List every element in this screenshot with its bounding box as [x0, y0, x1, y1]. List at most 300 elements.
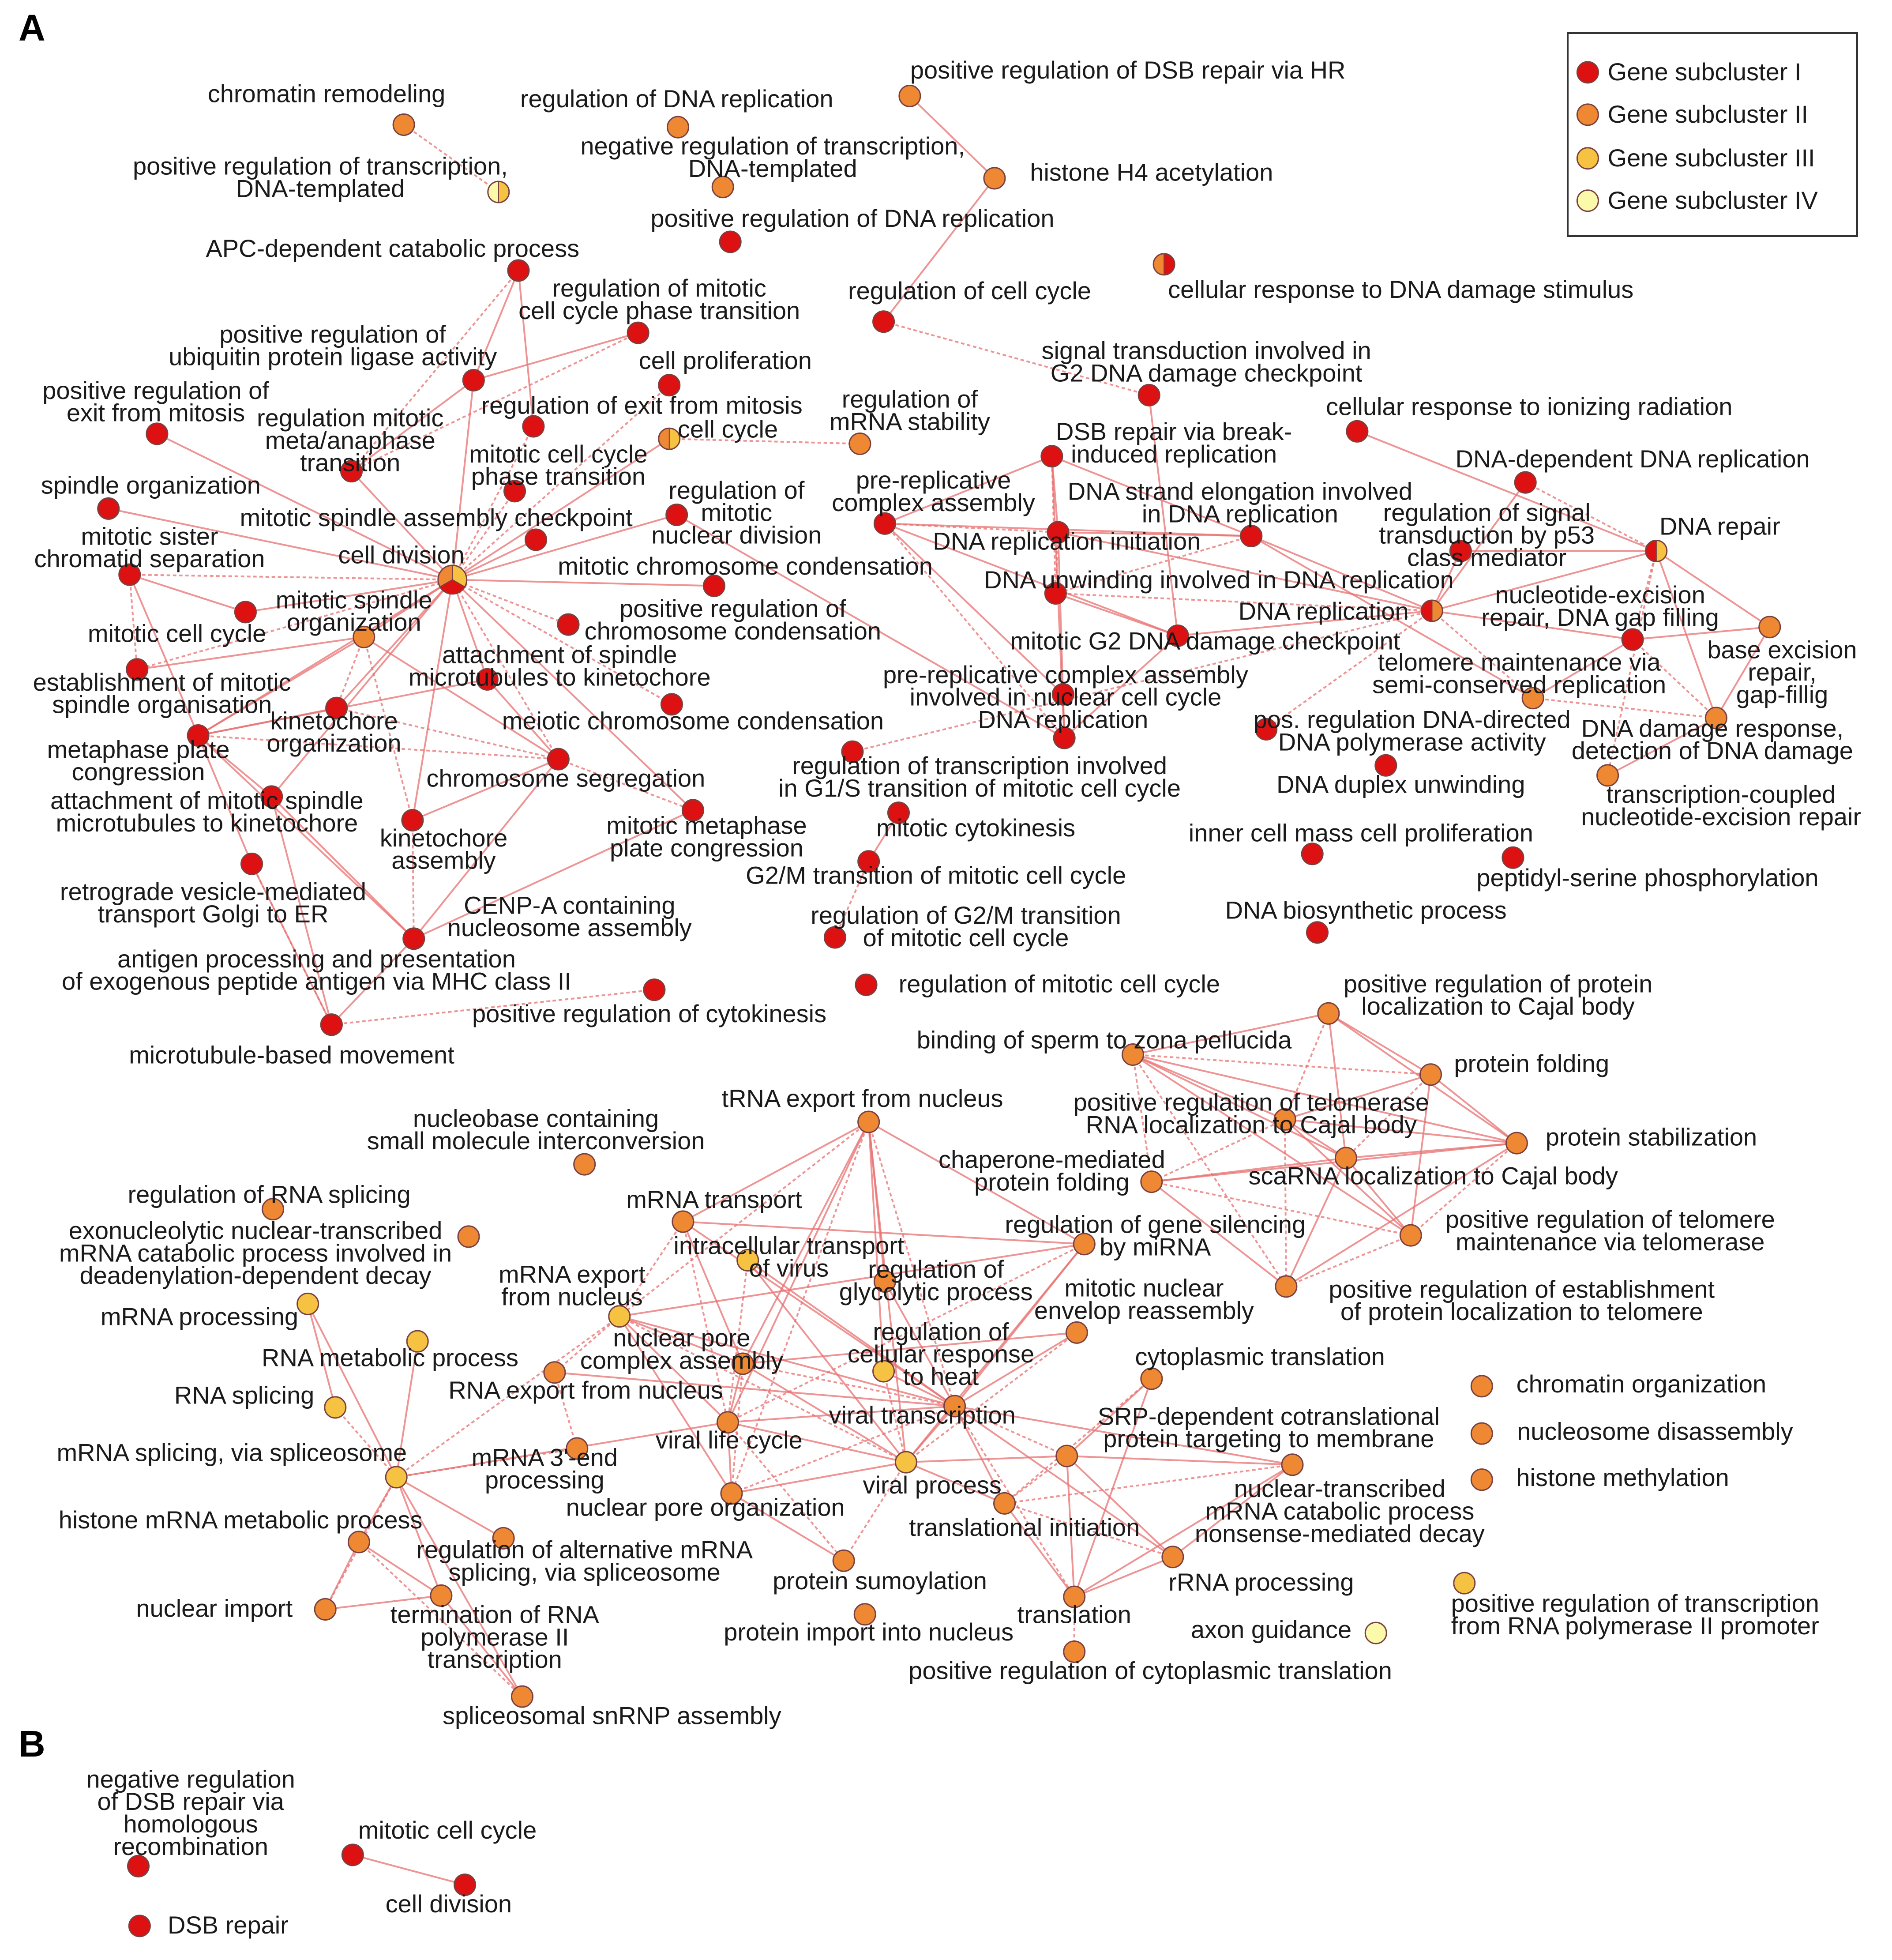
- node-label-line: RNA splicing: [174, 1381, 315, 1409]
- node-label-line: in G1/S transition of mitotic cell cycle: [778, 774, 1181, 802]
- node-label-line: regulation of exit from mitosis: [481, 391, 803, 419]
- node-label-line: regulation of RNA splicing: [128, 1180, 411, 1208]
- node-n98: [325, 1397, 346, 1418]
- node-label-line: complex assembly: [580, 1346, 784, 1374]
- node-label-line: mitotic G2 DNA damage checkpoint: [1010, 627, 1400, 655]
- node-label-line: chromosome condensation: [584, 617, 882, 645]
- node-n6: [984, 168, 1005, 189]
- label-layer: [33, 56, 1862, 1939]
- node-b4: [129, 1915, 150, 1937]
- node-label-line: DNA biosynthetic process: [1225, 896, 1507, 924]
- node-label-n100: [1098, 1402, 1440, 1452]
- node-label-n101: [1517, 1417, 1793, 1445]
- node-label-line: to heat: [903, 1362, 979, 1391]
- node-n74: [1420, 1064, 1442, 1085]
- node-n64: [241, 853, 263, 874]
- node-label-line: regulation of: [668, 476, 805, 504]
- legend-swatch: [1577, 104, 1598, 125]
- node-label-n76: [722, 1084, 1003, 1112]
- node-label-n66: [811, 901, 1121, 952]
- node-label-n34: [558, 552, 933, 580]
- node-label-line: regulation of: [841, 385, 978, 413]
- node-label-line: regulation of cell cycle: [848, 276, 1091, 305]
- node-label-n103: [1516, 1463, 1729, 1491]
- node-label-line: nucleotide-excision repair: [1581, 802, 1862, 831]
- node-label-line: regulation mitotic: [257, 403, 444, 432]
- node-label-line: microtubules to kinetochore: [408, 663, 711, 691]
- node-label-line: SRP-dependent cotranslational: [1097, 1402, 1440, 1430]
- node-label-line: detection of DNA damage: [1571, 737, 1853, 765]
- node-label-line: signal transduction involved in: [1041, 336, 1371, 365]
- node-label-line: DNA strand elongation involved: [1067, 477, 1413, 505]
- node-label-line: transcription-coupled: [1606, 780, 1836, 808]
- legend-swatch: [1577, 62, 1598, 83]
- node-label-n15: [42, 376, 269, 427]
- node-b2: [342, 1844, 363, 1866]
- node-label-line: regulation of gene silencing: [1005, 1210, 1306, 1238]
- node-label-line: mRNA processing: [100, 1302, 299, 1331]
- node-label-n24: [1456, 445, 1810, 473]
- node-label-line: chromatin organization: [1516, 1369, 1767, 1398]
- node-label-n27: [1068, 478, 1412, 528]
- node-label-line: kinetochore: [270, 707, 398, 735]
- node-label-line: protein import into nucleus: [724, 1618, 1014, 1646]
- node-label-line: congression: [71, 758, 205, 786]
- edge-n109-n114: [325, 1542, 359, 1610]
- node-label-n8: [206, 234, 579, 262]
- node-label-line: repair,: [1748, 658, 1817, 686]
- node-label-line: mitotic chromosome condensation: [558, 552, 933, 580]
- node-label-n28: [240, 504, 633, 531]
- node-label-n115: [390, 1600, 600, 1673]
- node-label-n14: [1042, 336, 1371, 387]
- node-label-line: protein folding: [974, 1168, 1130, 1196]
- node-label-n65: [447, 891, 692, 941]
- edge-n9-n12: [473, 333, 638, 380]
- node-label-line: G2/M transition of mitotic cell cycle: [746, 861, 1126, 889]
- node-label-n88: [1034, 1274, 1254, 1324]
- node-label-line: histone methylation: [1516, 1463, 1729, 1491]
- node-label-n19: [830, 385, 990, 436]
- node-label-line: deadenylation-dependent decay: [79, 1261, 432, 1290]
- legend-swatch: [1577, 190, 1598, 211]
- node-label-n68: [62, 945, 571, 995]
- node-label-n121: [443, 1701, 781, 1729]
- node-label-n22: [41, 471, 261, 499]
- node-label-n118: [1191, 1615, 1351, 1643]
- node-label-line: base excision: [1707, 636, 1857, 664]
- node-label-n59: [606, 812, 807, 862]
- node-label-line: recombination: [113, 1832, 269, 1860]
- node-n78: [1506, 1132, 1527, 1154]
- node-label-line: positive regulation of: [219, 320, 446, 348]
- node-label-line: antigen processing and presentation: [117, 944, 516, 973]
- node-label-n109: [59, 1506, 423, 1534]
- node-label-line: transcription: [427, 1645, 562, 1674]
- node-n30: [1646, 540, 1667, 561]
- node-label-line: mitotic cell cycle: [358, 1816, 537, 1844]
- node-label-n113: [1168, 1568, 1354, 1596]
- node-label-n72: [129, 1041, 454, 1068]
- node-label-line: microtubules to kinetochore: [56, 809, 358, 837]
- edge-n106-n100: [906, 1456, 1066, 1462]
- node-label-n42: [1707, 636, 1857, 708]
- node-label-b1: [86, 1765, 295, 1860]
- node-label-line: DNA-templated: [236, 174, 405, 203]
- node-label-n41: [1010, 627, 1400, 655]
- node-n67: [1306, 922, 1328, 943]
- node-label-line: mitotic cell cycle: [469, 440, 648, 468]
- node-label-line: termination of RNA: [390, 1600, 599, 1629]
- node-label-n49: [978, 706, 1148, 734]
- node-n28: [526, 529, 547, 550]
- node-label-line: nuclear pore organization: [566, 1493, 845, 1521]
- node-label-line: mRNA splicing, via spliceosome: [56, 1438, 407, 1467]
- node-label-n81: [128, 1181, 410, 1208]
- node-label-line: pre-replicative complex assembly: [883, 660, 1248, 688]
- node-label-line: positive regulation of: [42, 376, 269, 404]
- node-label-n40: [88, 620, 267, 647]
- node-label-n11: [1168, 275, 1633, 303]
- node-label-line: nucleotide-excision: [1495, 581, 1705, 609]
- node-n88: [1066, 1322, 1087, 1343]
- node-label-line: transduction by p53: [1379, 521, 1595, 549]
- node-label-line: localization to Cajal body: [1361, 992, 1635, 1020]
- node-label-line: histone H4 acetylation: [1030, 158, 1273, 186]
- node-label-n48: [502, 707, 884, 734]
- node-label-n63: [1476, 864, 1818, 892]
- node-label-n89: [1329, 1275, 1715, 1325]
- node-label-line: of exogenous peptide antigen via MHC class II: [61, 967, 571, 995]
- node-label-n114: [136, 1594, 293, 1622]
- node-label-line: cytoplasmic translation: [1135, 1342, 1385, 1370]
- node-label-n16: [257, 404, 443, 477]
- node-label-line: scaRNA localization to Cajal body: [1248, 1162, 1618, 1190]
- node-label-n73: [917, 1026, 1292, 1053]
- node-label-n93: [848, 1317, 1034, 1390]
- node-label-line: retrograde vesicle-mediated: [60, 877, 367, 906]
- node-label-n75: [1074, 1088, 1429, 1139]
- legend-item: [1577, 100, 1808, 128]
- node-label-n82: [626, 1185, 802, 1213]
- node-label-line: meta/anaphase: [265, 426, 435, 454]
- node-label-line: APC-dependent catabolic process: [206, 234, 580, 262]
- node-label-b2: [358, 1816, 537, 1844]
- node-label-line: regulation of signal: [1383, 498, 1591, 527]
- node-n36: [1622, 629, 1643, 650]
- edge-n73-n84: [1133, 1055, 1411, 1236]
- node-label-n12: [169, 320, 497, 371]
- node-label-n39: [1239, 597, 1409, 625]
- node-label-line: chaperone-mediated: [938, 1145, 1165, 1174]
- node-label-n61: [1189, 819, 1533, 847]
- node-label-line: mitotic metaphase: [606, 811, 807, 839]
- node-label-n46: [883, 661, 1248, 711]
- node-label-n38: [585, 594, 881, 645]
- edge-b2-b3: [353, 1855, 465, 1885]
- node-label-line: positive regulation of cytokinesis: [472, 1000, 827, 1028]
- node-label-n18: [678, 415, 778, 443]
- node-label-line: of mitotic cell cycle: [863, 923, 1069, 952]
- node-label-line: mitotic nuclear: [1064, 1274, 1224, 1302]
- node-label-line: repair, DNA gap filling: [1481, 603, 1719, 631]
- node-label-n31: [34, 522, 265, 572]
- node-label-n80: [1249, 1162, 1618, 1189]
- node-label-line: negative regulation of transcription,: [580, 132, 965, 160]
- node-label-line: complex assembly: [832, 489, 1035, 517]
- node-label-line: cell division: [385, 1889, 512, 1918]
- node-label-line: mitotic cell cycle: [87, 619, 267, 647]
- node-label-line: nuclear import: [136, 1594, 293, 1622]
- legend: [1568, 33, 1857, 236]
- node-n20: [1347, 421, 1368, 442]
- node-label-line: involved in nuclear cell cycle: [909, 683, 1222, 711]
- node-label-line: transport Golgi to ER: [98, 900, 329, 928]
- node-n39: [1421, 600, 1442, 621]
- node-label-n67: [1225, 896, 1507, 924]
- node-label-line: meiotic chromosome condensation: [502, 707, 884, 735]
- node-label-line: rRNA processing: [1168, 1568, 1354, 1596]
- node-label-n104: [57, 1438, 407, 1466]
- edge-n70-n74: [1329, 1013, 1431, 1074]
- node-label-line: translation: [1017, 1600, 1131, 1629]
- node-n3: [899, 85, 920, 106]
- node-label-line: regulation of mitotic: [552, 274, 766, 302]
- legend-label: Gene subcluster III: [1607, 144, 1815, 172]
- node-label-n111: [416, 1536, 753, 1586]
- node-label-line: positive regulation of telomerase: [1073, 1088, 1429, 1116]
- node-label-n56: [1581, 780, 1861, 831]
- node-label-line: splicing, via spliceosome: [448, 1558, 721, 1586]
- node-label-line: regulation of alternative mRNA: [416, 1535, 753, 1564]
- node-label-line: glycolytic process: [839, 1277, 1033, 1305]
- node-label-n105: [472, 1444, 618, 1494]
- node-n24: [1515, 472, 1536, 493]
- node-label-line: organization: [286, 608, 421, 636]
- node-label-line: mRNA export: [498, 1260, 646, 1288]
- node-label-n87: [839, 1255, 1033, 1305]
- node-label-n79: [938, 1146, 1165, 1196]
- node-label-line: gap-fillig: [1736, 681, 1828, 709]
- node-label-line: pos. regulation DNA-directed: [1253, 705, 1571, 734]
- node-label-n83: [1005, 1210, 1306, 1260]
- node-label-line: positive regulation of transcription: [1451, 1589, 1819, 1618]
- node-n42: [1759, 617, 1780, 638]
- node-label-line: microtubule-based movement: [129, 1041, 454, 1069]
- node-label-n52: [47, 735, 229, 786]
- node-label-n92: [580, 1324, 784, 1374]
- node-label-line: axon guidance: [1190, 1615, 1352, 1644]
- node-label-line: viral transcription: [829, 1401, 1016, 1429]
- node-label-b3: [386, 1890, 512, 1918]
- edge-n100-n113: [1067, 1456, 1173, 1557]
- node-label-line: mitotic spindle: [275, 586, 432, 614]
- node-label-line: viral process: [863, 1471, 1002, 1499]
- node-label-n120: [908, 1657, 1392, 1685]
- node-n82: [672, 1211, 694, 1232]
- node-label-line: attachment of spindle: [442, 640, 677, 669]
- node-label-line: positive regulation of telomere: [1445, 1205, 1775, 1234]
- node-n66: [824, 927, 845, 948]
- node-label-line: DSB repair via break-: [1056, 418, 1292, 446]
- node-label-n36: [1481, 581, 1719, 631]
- node-label-n20: [1326, 393, 1732, 421]
- node-label-line: DNA replication initiation: [933, 527, 1201, 555]
- node-label-line: protein folding: [1454, 1050, 1610, 1078]
- node-label-line: cell division: [338, 541, 465, 569]
- node-label-n102: [656, 1426, 803, 1454]
- node-label-n74: [1454, 1050, 1609, 1077]
- node-label-n35: [984, 566, 1454, 594]
- node-n32: [438, 565, 467, 594]
- node-label-line: regulation of G2/M transition: [811, 901, 1121, 929]
- node-label-line: positive regulation of protein: [1343, 970, 1653, 998]
- panel-label-b: B: [19, 1723, 45, 1764]
- node-label-line: regulation of DNA replication: [520, 84, 833, 113]
- node-label-line: telomere maintenance via: [1378, 648, 1661, 676]
- node-label-n21: [1056, 418, 1292, 468]
- node-label-line: negative regulation: [86, 1765, 295, 1793]
- node-label-line: nuclear division: [651, 521, 822, 549]
- node-label-line: DSB repair: [167, 1911, 289, 1939]
- node-label-line: ubiquitin protein ligase activity: [169, 342, 497, 371]
- node-label-line: transition: [300, 448, 401, 477]
- node-label-n54: [778, 752, 1181, 802]
- node-label-line: phase transition: [471, 462, 646, 490]
- node-label-n43: [409, 641, 711, 691]
- node-label-n32: [338, 541, 464, 569]
- node-label-n53: [426, 764, 705, 792]
- node-label-line: DNA polymerase activity: [1278, 728, 1546, 756]
- node-n19: [849, 433, 871, 455]
- node-label-line: DNA replication: [1238, 597, 1409, 625]
- node-label-n70: [1344, 970, 1652, 1020]
- node-label-line: cell cycle: [677, 415, 778, 443]
- node-n21: [1041, 446, 1062, 467]
- node-label-line: maintenance via telomerase: [1456, 1227, 1765, 1256]
- node-label-line: positive regulation of DNA replication: [650, 204, 1055, 233]
- node-label-n9: [518, 274, 800, 324]
- node-label-line: nucleobase containing: [413, 1104, 659, 1132]
- node-label-n44: [1372, 648, 1666, 699]
- node-n12: [463, 369, 484, 391]
- node-label-n77: [367, 1104, 705, 1155]
- node-label-n47: [267, 707, 401, 757]
- node-label-n91: [101, 1302, 298, 1330]
- node-label-line: nonsense-mediated decay: [1194, 1519, 1485, 1547]
- node-label-line: peptidyl-serine phosphorylation: [1476, 864, 1819, 892]
- node-label-n84: [1445, 1205, 1775, 1256]
- node-label-n37: [276, 586, 432, 636]
- edge-n100-n107: [1067, 1456, 1292, 1465]
- node-label-line: chromosome segregation: [426, 764, 706, 792]
- node-label-n33: [933, 527, 1201, 555]
- node-label-line: DNA-dependent DNA replication: [1455, 445, 1810, 473]
- node-label-line: inner cell mass cell proliferation: [1188, 819, 1533, 847]
- node-label-line: mRNA 3'-end: [471, 1443, 618, 1471]
- node-label-n1: [208, 80, 445, 108]
- node-label-line: in DNA replication: [1141, 500, 1338, 528]
- node-label-line: nucleosome disassembly: [1517, 1417, 1793, 1445]
- node-n71: [644, 979, 665, 1001]
- node-label-line: homologous: [123, 1810, 258, 1838]
- node-label-n110: [909, 1513, 1140, 1541]
- edge-n78-n80: [1346, 1143, 1517, 1158]
- node-label-n45: [33, 668, 291, 719]
- node-label-line: translational initiation: [909, 1513, 1140, 1541]
- legend-item: [1577, 58, 1801, 86]
- node-label-n23: [469, 440, 648, 490]
- panel-label-a: A: [19, 7, 45, 49]
- node-n77: [574, 1154, 595, 1175]
- node-n101: [1471, 1423, 1492, 1444]
- node-label-n106: [863, 1471, 1002, 1499]
- node-label-line: regulation of transcription involved: [792, 752, 1167, 780]
- node-label-line: histone mRNA metabolic process: [58, 1505, 423, 1534]
- node-n72: [321, 1014, 342, 1035]
- node-n9: [627, 322, 649, 343]
- node-label-line: mRNA catabolic process: [1205, 1497, 1475, 1525]
- node-label-line: spindle organization: [41, 471, 261, 499]
- node-label-line: nuclear pore: [613, 1324, 751, 1352]
- node-label-line: chromatin remodeling: [207, 79, 446, 108]
- node-n107: [1282, 1454, 1303, 1475]
- edge-n31-n32: [130, 575, 453, 579]
- node-n8: [508, 260, 529, 281]
- node-label-line: mitotic cytokinesis: [876, 814, 1076, 842]
- node-label-n50: [1254, 706, 1571, 756]
- node-n114: [315, 1599, 336, 1620]
- node-n1: [393, 114, 414, 135]
- node-n113: [1162, 1546, 1183, 1568]
- node-label-n4: [133, 152, 508, 202]
- node-label-line: from nucleus: [501, 1283, 643, 1311]
- node-label-line: envelop reassembly: [1034, 1296, 1254, 1324]
- node-label-n62: [746, 861, 1126, 889]
- node-label-line: tRNA export from nucleus: [721, 1084, 1003, 1113]
- node-label-n13: [639, 346, 812, 374]
- node-n10: [873, 311, 894, 332]
- node-n7: [720, 231, 741, 252]
- node-label-line: positive regulation of cytoplasmic translation: [908, 1656, 1392, 1685]
- node-label-n78: [1546, 1123, 1757, 1151]
- node-label-n7: [650, 204, 1054, 232]
- node-label-line: of DSB repair via: [97, 1787, 284, 1816]
- node-label-line: DNA duplex unwinding: [1276, 770, 1525, 798]
- node-label-line: positive regulation of: [619, 594, 846, 623]
- node-label-n26: [832, 466, 1035, 516]
- node-label-line: mitotic spindle assembly checkpoint: [240, 503, 633, 531]
- node-label-line: mRNA transport: [626, 1185, 802, 1213]
- node-label-line: pre-replicative: [856, 466, 1011, 494]
- node-label-line: regulation of mitotic cell cycle: [898, 970, 1220, 998]
- node-n14: [1138, 384, 1160, 406]
- node-label-line: chromatid separation: [34, 545, 265, 573]
- node-n91: [297, 1293, 319, 1314]
- node-label-b4: [168, 1911, 289, 1939]
- node-label-n71: [472, 1000, 826, 1027]
- node-label-line: positive regulation of DSB repair via HR: [910, 56, 1346, 84]
- node-label-line: plate congression: [610, 834, 803, 862]
- node-label-line: cellular response to DNA damage stimulus: [1168, 275, 1634, 304]
- node-n95: [1141, 1368, 1162, 1389]
- node-n4: [488, 181, 509, 203]
- node-n106: [895, 1452, 916, 1473]
- edge-n32-n38: [452, 579, 568, 624]
- node-label-line: exonucleolytic nuclear-transcribed: [68, 1216, 443, 1245]
- edge-n75-n89: [1285, 1119, 1286, 1286]
- node-label-line: positive regulation of establishment: [1329, 1275, 1715, 1303]
